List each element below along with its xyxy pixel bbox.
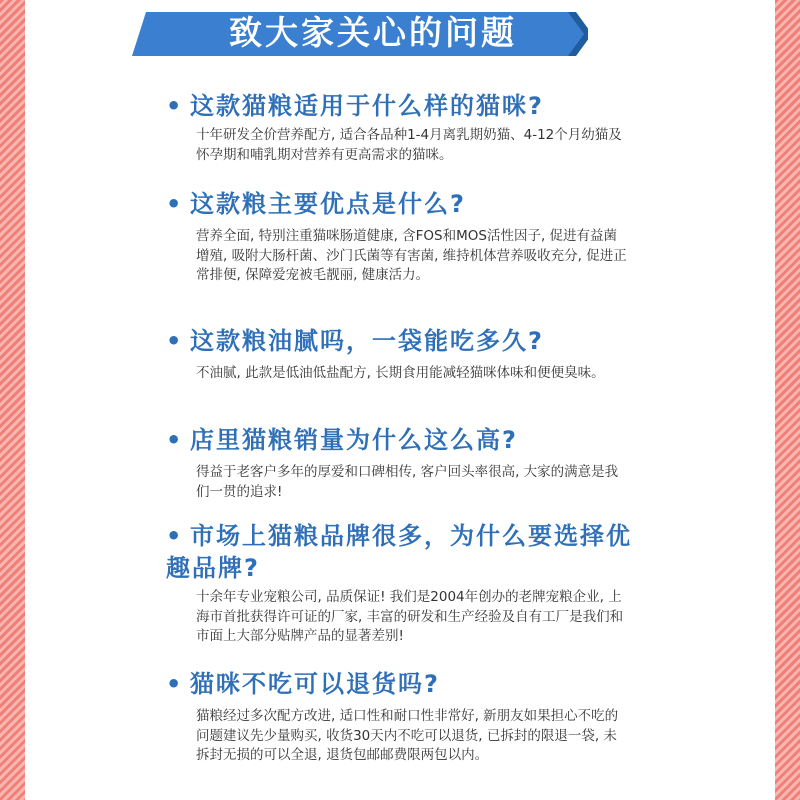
page-title: 致大家关心的问题 bbox=[229, 13, 517, 52]
title-banner bbox=[132, 6, 588, 64]
faq-question-5: • 市场上猫粮品牌很多，为什么要选择优趣品牌? bbox=[166, 522, 632, 582]
bullet-icon: • bbox=[166, 426, 184, 454]
right-stripe-border bbox=[775, 0, 800, 800]
faq-question-3: • 这款粮油腻吗，一袋能吃多久? bbox=[166, 327, 544, 355]
faq-question-1: • 这款猫粮适用于什么样的猫咪? bbox=[166, 92, 544, 120]
bullet-icon: • bbox=[166, 670, 184, 698]
faq-answer-2: 营养全面, 特别注重猫咪肠道健康, 含FOS和MOS活性因子, 促进有益菌增殖, 吸附大肠杆菌、沙门氏菌等有害菌, 维持机体营养吸收充分, 促进正常排便, 保障爱宠被毛靓丽, 健康活力。 bbox=[196, 228, 627, 283]
faq-answer-6: 猫粮经过多次配方改进, 适口性和耐口性非常好, 新朋友如果担心不吃的问题建议先少量购买, 收货30天内不吃可以退货, 已拆封的限退一袋, 未拆封无损的可以全退, 退货包邮邮费限两包以内。 bbox=[196, 708, 619, 763]
bullet-icon: • bbox=[166, 190, 184, 218]
faq-answer-5: 十余年专业宠粮公司, 品质保证! 我们是2004年创办的老牌宠粮企业, 上海市首批获得许可证的厂家, 丰富的研发和生产经验及自有工厂是我们和市面上大部分贴牌产品的显著差别! bbox=[196, 589, 624, 644]
faq-answer-4: 得益于老客户多年的厚爱和口碑相传, 客户回头率很高, 大家的满意是我们一贯的追求! bbox=[196, 464, 619, 500]
bullet-icon: • bbox=[166, 327, 184, 355]
bullet-icon: • bbox=[166, 92, 184, 120]
faq-question-2: • 这款粮主要优点是什么? bbox=[166, 190, 466, 218]
faq-answer-3: 不油腻, 此款是低油低盐配方, 长期食用能减轻猫咪体味和便便臭味。 bbox=[196, 365, 605, 381]
faq-question-4: • 店里猫粮销量为什么这么高? bbox=[166, 426, 518, 454]
bullet-icon: • bbox=[166, 522, 184, 550]
faq-answer-1: 十年研发全价营养配方, 适合各品种1-4月离乳期奶猫、4-12个月幼猫及怀孕期和哺乳期对营养有更高需求的猫咪。 bbox=[196, 127, 622, 163]
left-stripe-border bbox=[0, 0, 25, 800]
faq-question-6: • 猫咪不吃可以退货吗? bbox=[166, 670, 440, 698]
